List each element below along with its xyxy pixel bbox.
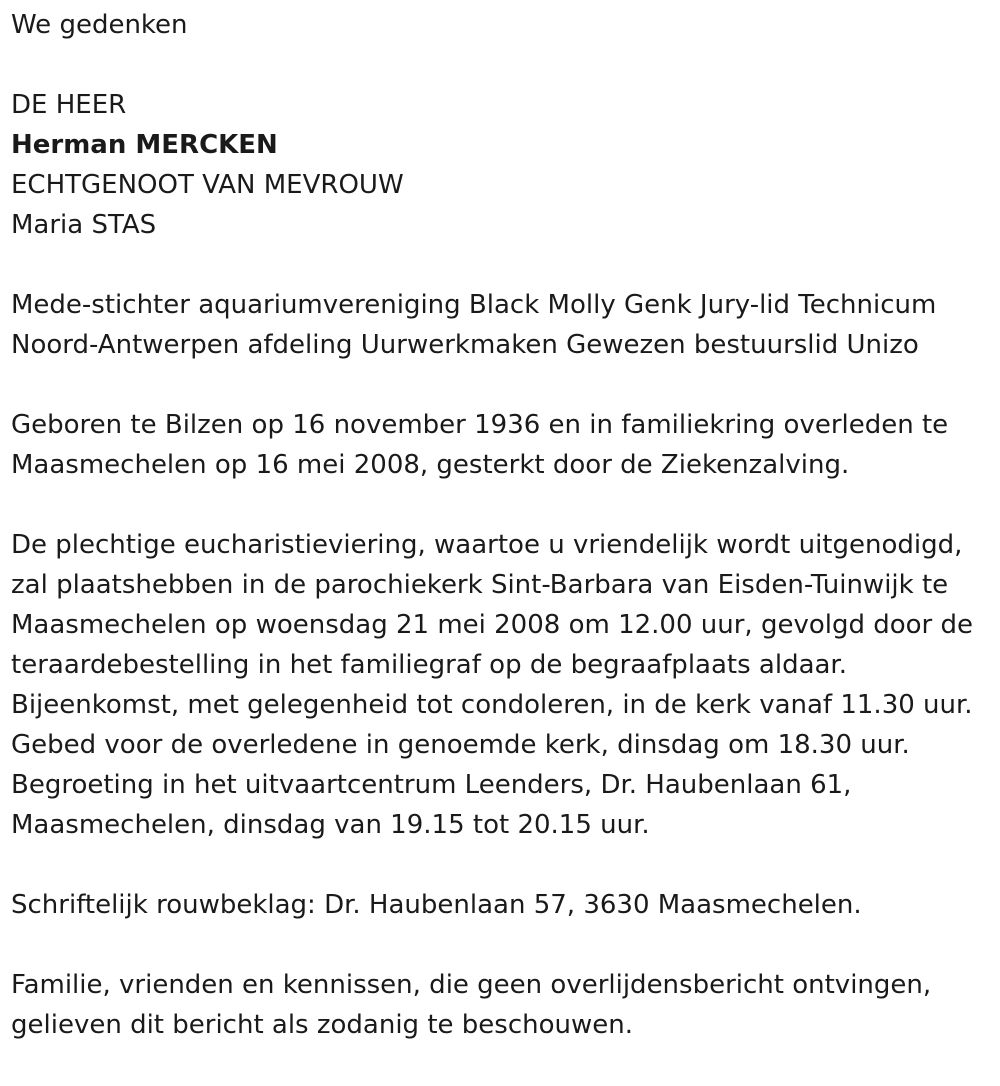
deceased-name: Herman MERCKEN xyxy=(11,130,278,160)
relation-line: ECHTGENOOT VAN MEVROUW xyxy=(11,170,404,200)
roles-paragraph: Mede-stichter aquariumvereniging Black Molly Genk Jury-lid Technicum Noord-Antwerpen afdeling Uurwerkmaken Gewezen bestuurslid Unizo xyxy=(11,290,937,360)
spacer xyxy=(11,845,980,885)
spacer xyxy=(11,365,980,405)
condolence-paragraph: Schriftelijk rouwbeklag: Dr. Haubenlaan 57, 3630 Maasmechelen. xyxy=(11,890,862,920)
spacer xyxy=(11,925,980,965)
honorific: DE HEER xyxy=(11,90,127,120)
ceremony-paragraph: De plechtige eucharistieviering, waartoe u vriendelijk wordt uitgenodigd, zal plaatshebben in de parochiekerk Sint-Barbara van Eisden-Tuinwijk te Maasmechelen op woensdag 21 mei 2008 om 12.00 uur, gevolgd door de teraardebestelling in het familiegraf op de begraafplaats aldaar. Bijeenkomst, met gelegenheid tot condoleren, in de kerk vanaf 11.30 uur. Gebed voor de overledene in genoemde kerk, dinsdag om 18.30 uur. Begroeting in het uitvaartcentrum Leenders, Dr. Haubenlaan 61, Maasmechelen, dinsdag van 19.15 tot 20.15 uur. xyxy=(11,530,973,840)
spouse-name: Maria STAS xyxy=(11,210,157,240)
spacer xyxy=(11,485,980,525)
birth-death-paragraph: Geboren te Bilzen op 16 november 1936 en in familiekring overleden te Maasmechelen op 16 mei 2008, gesterkt door de Ziekenzalving. xyxy=(11,410,949,480)
spacer xyxy=(11,45,980,85)
closing-paragraph: Familie, vrienden en kennissen, die geen overlijdensbericht ontvingen, gelieven dit bericht als zodanig te beschouwen. xyxy=(11,970,932,1040)
spacer xyxy=(11,245,980,285)
intro-line: We gedenken xyxy=(11,10,188,40)
